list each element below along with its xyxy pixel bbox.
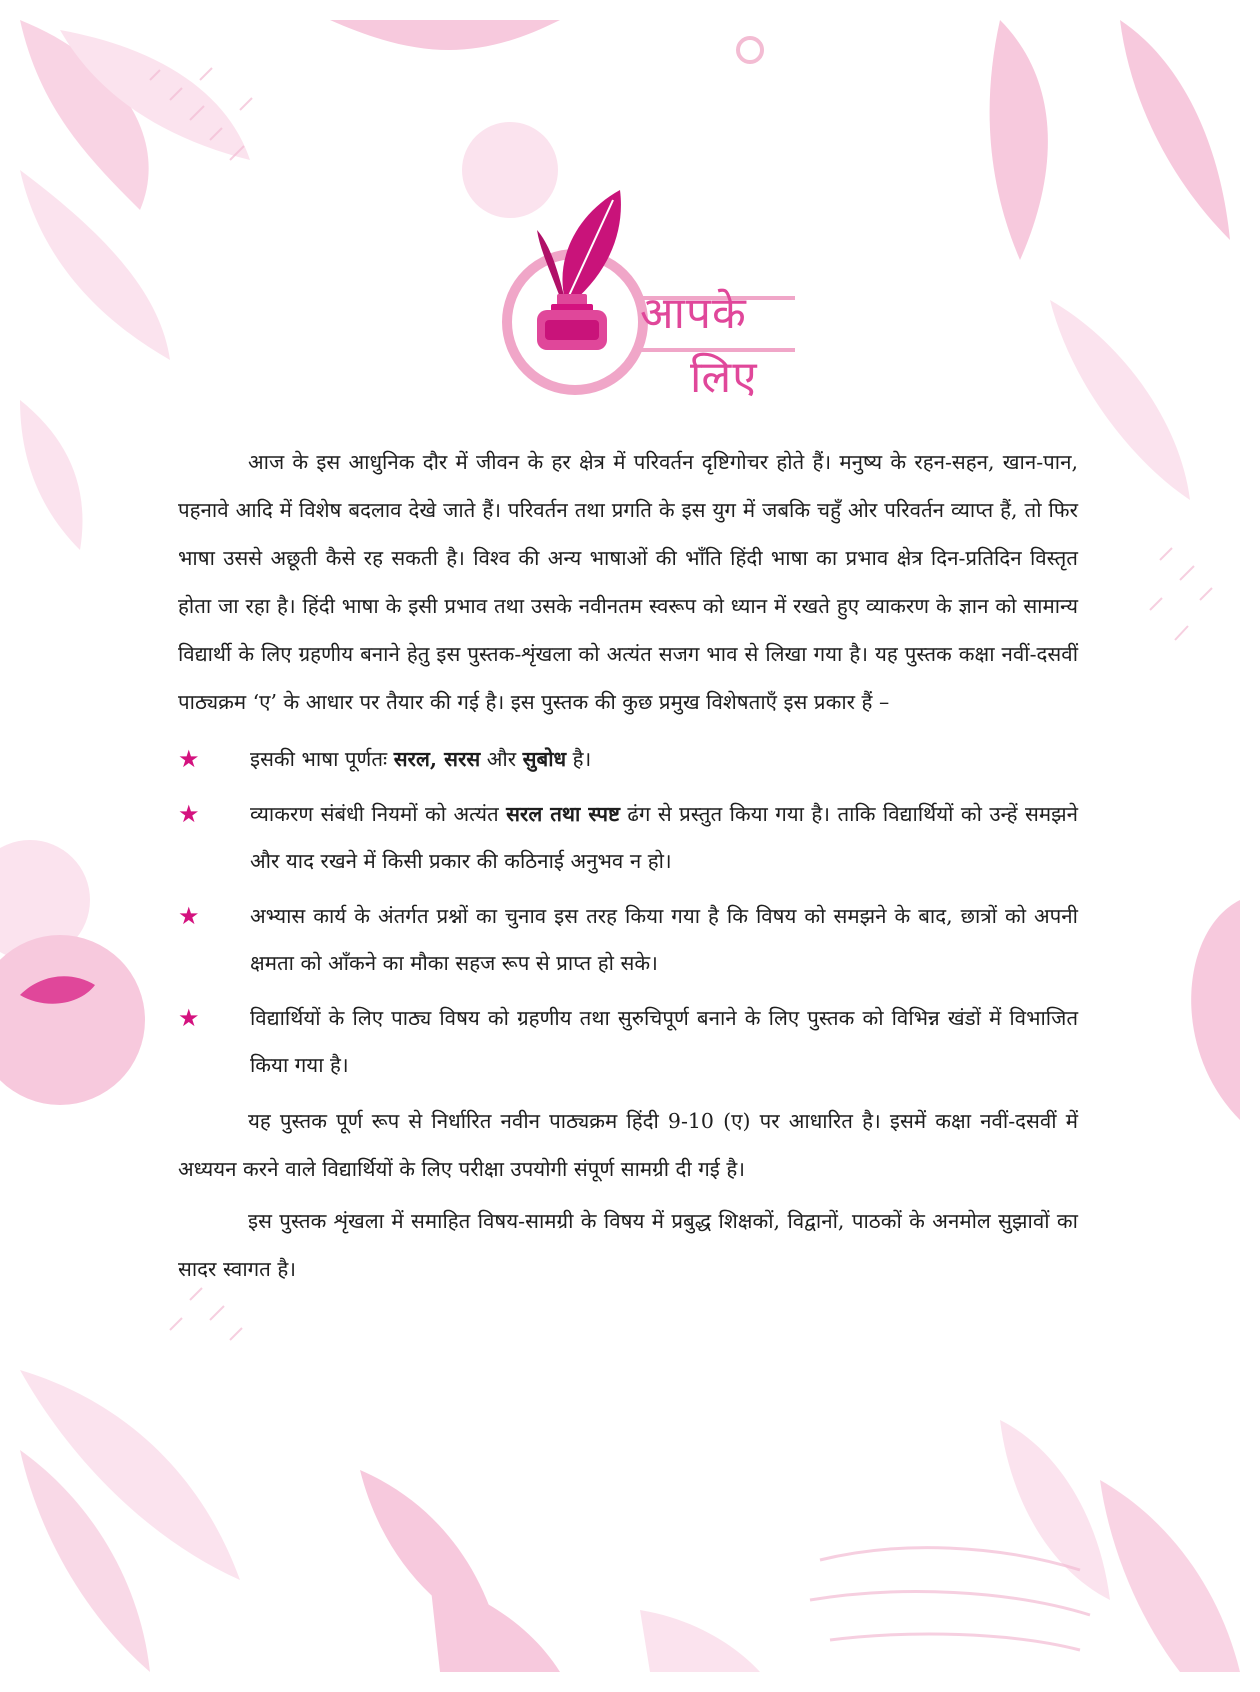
heading-line-1: आपके bbox=[640, 288, 747, 339]
feature-text: व्याकरण संबंधी नियमों को अत्यंत सरल तथा स्पष्ट ढंग से प्रस्तुत किया गया है। ताकि विद्यार्थियों को उन्हें समझने और याद रखने में किसी प्रकार की कठिनाई अनुभव न हो। bbox=[250, 802, 1078, 873]
features-list bbox=[178, 736, 1078, 1089]
feature-text: विद्यार्थियों के लिए पाठ्य विषय को ग्रहणीय तथा सुरुचिपूर्ण बनाने के लिए पुस्तक को विभिन्न खंडों में विभाजित किया गया है। bbox=[250, 1006, 1078, 1077]
list-item bbox=[178, 736, 1078, 783]
list-item bbox=[178, 893, 1078, 987]
star-icon: ★ bbox=[178, 800, 200, 828]
closing-paragraph-2: इस पुस्तक शृंखला में समाहित विषय-सामग्री के विषय में प्रबुद्ध शिक्षकों, विद्वानों, पाठकों के अनमोल सुझावों का सादर स्वागत है। bbox=[178, 1209, 1078, 1281]
closing-paragraph-1: यह पुस्तक पूर्ण रूप से निर्धारित नवीन पाठ्यक्रम हिंदी 9-10 (ए) पर आधारित है। इसमें कक्षा नवीं-दसवीं में अध्ययन करने वाले विद्यार्थियों के लिए परीक्षा उपयोगी संपूर्ण सामग्री दी गई है। bbox=[178, 1109, 1078, 1181]
preface-body bbox=[178, 438, 1078, 1293]
feature-text: इसकी भाषा पूर्णतः सरल, सरस और सुबोध है। bbox=[250, 747, 592, 771]
star-icon: ★ bbox=[178, 745, 200, 773]
list-item bbox=[178, 791, 1078, 885]
heading-line-2: लिए bbox=[690, 352, 758, 403]
list-item bbox=[178, 995, 1078, 1089]
feature-text: अभ्यास कार्य के अंतर्गत प्रश्नों का चुनाव इस तरह किया गया है कि विषय को समझने के बाद, छात्रों को अपनी क्षमता को आँकने का मौका सहज रूप से प्राप्त हो सके। bbox=[250, 904, 1078, 975]
star-icon: ★ bbox=[178, 1004, 200, 1032]
star-icon: ★ bbox=[178, 902, 200, 930]
intro-paragraph: आज के इस आधुनिक दौर में जीवन के हर क्षेत्र में परिवर्तन दृष्टिगोचर होते हैं। मनुष्य के रहन-सहन, खान-पान, पहनावे आदि में विशेष बदलाव देखे जाते हैं। परिवर्तन तथा प्रगति के इस युग में जबकि चहुँ ओर परिवर्तन व्याप्त हैं, तो फिर भाषा उससे अछूती कैसे रह सकती है। विश्व की अन्य भाषाओं की भाँति हिंदी भाषा का प्रभाव क्षेत्र दिन-प्रतिदिन विस्तृत होता जा रहा है। हिंदी भाषा के इसी प्रभाव तथा उसके नवीनतम स्वरूप को ध्यान में रखते हुए व्याकरण के ज्ञान को सामान्य विद्यार्थी के लिए ग्रहणीय बनाने हेतु इस पुस्तक-शृंखला को अत्यंत सजग भाव से लिखा गया है। यह पुस्तक कक्षा नवीं-दसवीं पाठ्यक्रम ‘ए’ के आधार पर तैयार की गई है। इस पुस्तक की कुछ प्रमुख विशेषताएँ इस प्रकार हैं – bbox=[178, 450, 1078, 714]
